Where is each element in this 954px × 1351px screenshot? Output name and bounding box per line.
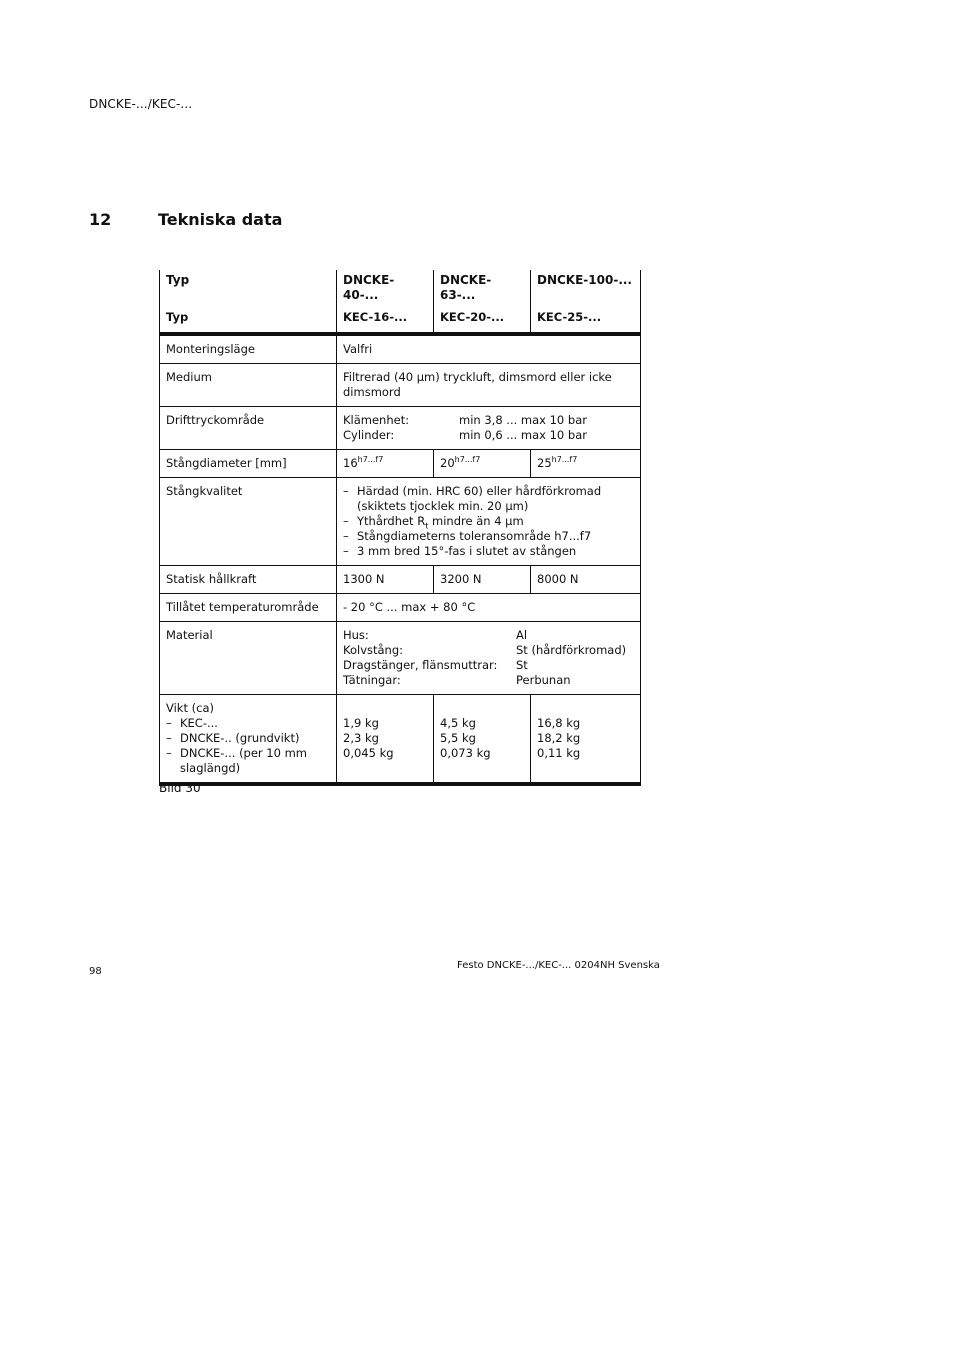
cell-value: - 20 °C ... max + 80 °C	[337, 594, 641, 622]
dash-list	[166, 716, 331, 776]
weight-value: 0,073 kg	[440, 746, 491, 760]
table-row	[160, 622, 641, 695]
cell-value: Valfri	[337, 334, 641, 364]
weight-value: 0,045 kg	[343, 746, 394, 760]
pair-key: Hus:	[343, 628, 369, 642]
weight-value: 4,5 kg	[440, 716, 476, 730]
pair-key: Tätningar:	[343, 673, 401, 687]
weight-value: 2,3 kg	[343, 731, 379, 745]
table-row	[160, 364, 641, 407]
running-header: DNCKE-.../KEC-...	[89, 97, 193, 111]
table-row	[160, 594, 641, 622]
tolerance-superscript: h7...f7	[357, 455, 384, 465]
cell-value	[434, 695, 531, 785]
table-row	[160, 450, 641, 478]
tolerance-superscript: h7...f7	[454, 455, 481, 465]
cell-value	[337, 450, 434, 478]
pair-value: min 0,6 ... max 10 bar	[459, 428, 587, 442]
list-item	[343, 514, 635, 529]
row-label	[160, 695, 337, 785]
list-item: – 3 mm bred 15°-fas i slutet av stången	[343, 544, 635, 559]
weight-value: 18,2 kg	[537, 731, 581, 745]
row-label: Monteringsläge	[160, 334, 337, 364]
cell-value	[337, 478, 641, 566]
weight-value: 16,8 kg	[537, 716, 581, 730]
list-item-text: Ythårdhet R	[357, 514, 426, 528]
tolerance-superscript: h7...f7	[551, 455, 578, 465]
cell-value: 1300 N	[337, 566, 434, 594]
section-number: 12	[89, 210, 112, 229]
row-label: Tillåtet temperaturområde	[160, 594, 337, 622]
pair-key: Kolvstång:	[343, 643, 404, 657]
row-label: Statisk hållkraft	[160, 566, 337, 594]
table-row	[160, 407, 641, 450]
table-header-row	[160, 270, 641, 309]
weight-value: 5,5 kg	[440, 731, 476, 745]
technical-data-table	[159, 270, 641, 786]
pair-value: Perbunan	[516, 673, 571, 687]
table-row	[160, 566, 641, 594]
header-cell: KEC-25-...	[531, 309, 641, 334]
figure-caption: Bild 30	[159, 781, 201, 795]
cell-value	[337, 695, 434, 785]
header-cell: Typ	[160, 309, 337, 334]
header-cell: DNCKE-63-...	[434, 270, 531, 309]
cell-value: Filtrerad (40 µm) tryckluft, dimsmord eller icke dimsmord	[337, 364, 641, 407]
dash-list	[343, 484, 635, 559]
table-header-row	[160, 309, 641, 334]
header-cell: DNCKE-100-...	[531, 270, 641, 309]
page-number: 98	[89, 966, 102, 977]
cell-value	[531, 695, 641, 785]
value-base: 25	[537, 456, 552, 470]
pair-value: St	[516, 658, 528, 672]
weight-value: 1,9 kg	[343, 716, 379, 730]
pair-key: Cylinder:	[343, 428, 395, 442]
cell-value	[434, 450, 531, 478]
table-row	[160, 478, 641, 566]
cell-value	[337, 407, 641, 450]
header-cell: KEC-20-...	[434, 309, 531, 334]
list-item: – DNCKE-... (per 10 mm slaglängd)	[166, 746, 331, 776]
section-title: Tekniska data	[158, 210, 283, 229]
footer-document-id: Festo DNCKE-.../KEC-... 0204NH Svenska	[457, 960, 660, 971]
value-base: 16	[343, 456, 358, 470]
value-base: 20	[440, 456, 455, 470]
pair-value: min 3,8 ... max 10 bar	[459, 413, 587, 427]
cell-value: 8000 N	[531, 566, 641, 594]
row-label: Drifttryckområde	[160, 407, 337, 450]
pair-value: Al	[516, 628, 528, 642]
header-cell: Typ	[160, 270, 337, 309]
cell-value	[337, 622, 641, 695]
list-item-text: mindre än 4 µm	[428, 514, 524, 528]
row-label: Stångkvalitet	[160, 478, 337, 566]
weight-value: 0,11 kg	[537, 746, 581, 760]
cell-value: 3200 N	[434, 566, 531, 594]
pair-key: Dragstänger, flänsmuttrar:	[343, 658, 498, 672]
row-label: Stångdiameter [mm]	[160, 450, 337, 478]
row-label: Material	[160, 622, 337, 695]
pair-value: St (hårdförkromad)	[516, 643, 627, 657]
header-cell: KEC-16-...	[337, 309, 434, 334]
pair-key: Klämenhet:	[343, 413, 410, 427]
header-cell: DNCKE-40-...	[337, 270, 434, 309]
row-label: Medium	[160, 364, 337, 407]
table-row	[160, 334, 641, 364]
list-item: – DNCKE-.. (grundvikt)	[166, 731, 331, 746]
list-item: – KEC-...	[166, 716, 331, 731]
list-item: – Stångdiameterns toleransområde h7...f7	[343, 529, 635, 544]
cell-value	[531, 450, 641, 478]
list-item: – Härdad (min. HRC 60) eller hårdförkromad (skiktets tjocklek min. 20 µm)	[343, 484, 635, 514]
table-row	[160, 695, 641, 785]
row-label-title: Vikt (ca)	[166, 701, 214, 715]
subscript: t	[425, 521, 429, 531]
